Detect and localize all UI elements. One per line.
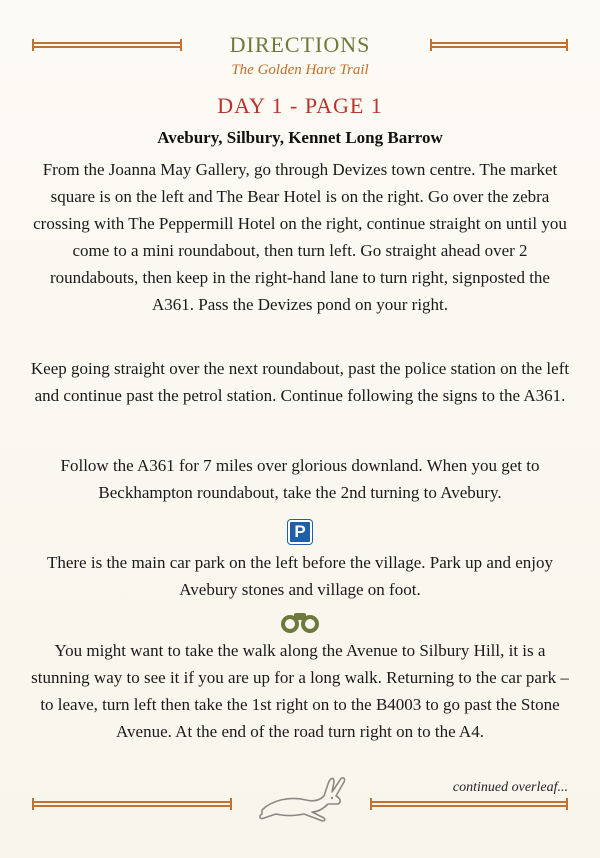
directions-paragraph-1: From the Joanna May Gallery, go through Devizes town centre. The market square is on the left and The Bear Hotel is on the right. Go over the zebra crossing with The Peppermill Hotel on the right, continue straight on until you come to a mini roundabout, then turn left. Go straight ahead over 2 roundabouts, then keep in the right-hand lane to turn right, signposted the A361. Pass the Devizes pond on your right. (33, 160, 567, 314)
directions-paragraph-2: Keep going straight over the next roundabout, past the police station on the left and continue past the petrol station. Continue following the signs to the A361. (30, 359, 570, 405)
continued-overleaf-note: continued overleaf... (452, 780, 568, 795)
bottom-right-rule (370, 800, 568, 808)
directions-paragraph-5: You might want to take the walk along the Avenue to Silbury Hill, it is a stunning way to see it if you are up for a long walk. Returning to the car park – to leave, turn left then take the 1st right on to the B4003 to go past the Stone Avenue. At the end of the road turn right on to the A4. (31, 641, 569, 741)
trail-subtitle: The Golden Hare Trail (231, 62, 369, 78)
directions-paragraph-3: Follow the A361 for 7 miles over glorious downland. When you get to Beckhampton roundabout, take the 2nd turning to Avebury. (60, 456, 540, 502)
day-page-heading: DAY 1 - PAGE 1 (217, 93, 383, 118)
binoculars-icon (280, 610, 320, 634)
hare-icon (254, 770, 350, 824)
page-title: DIRECTIONS (229, 32, 371, 57)
parking-icon: P (288, 520, 312, 544)
places-heading: Avebury, Silbury, Kennet Long Barrow (157, 128, 443, 147)
bottom-left-rule (32, 800, 232, 808)
directions-paragraph-4: There is the main car park on the left before the village. Park up and enjoy Avebury stones and village on foot. (46, 553, 554, 599)
